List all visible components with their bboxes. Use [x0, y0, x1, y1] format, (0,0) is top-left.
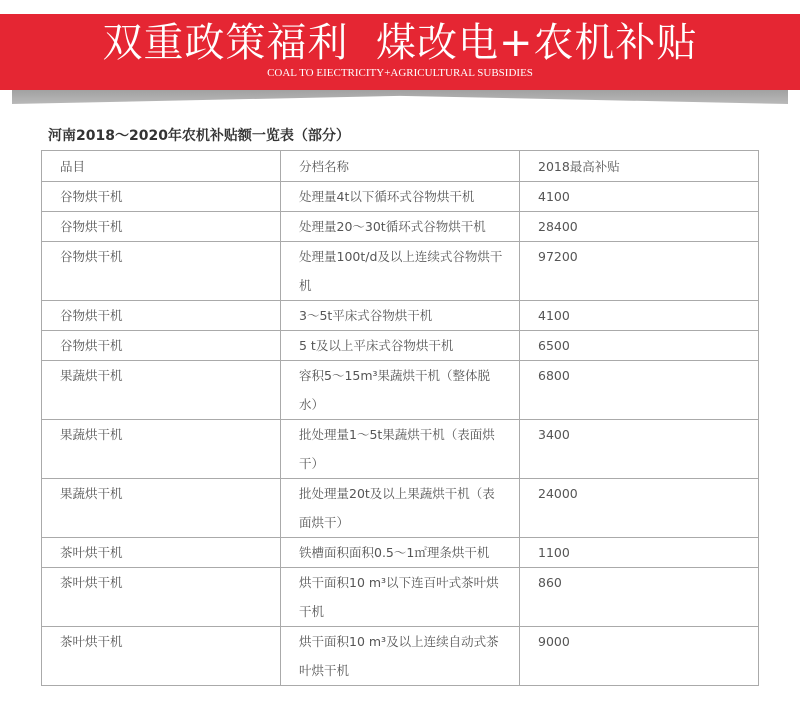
promo-banner — [0, 14, 800, 90]
table-row — [42, 242, 759, 301]
cell-tier-name: 烘干面积10 m³及以上连续自动式茶叶烘干机 — [281, 627, 520, 686]
cell-tier-name: 铁槽面积面积0.5～1㎡理条烘干机 — [281, 538, 520, 568]
cell-category: 谷物烘干机 — [42, 242, 281, 301]
subsidy-table — [41, 150, 759, 686]
cell-tier-name: 3～5t平床式谷物烘干机 — [281, 301, 520, 331]
cell-category: 果蔬烘干机 — [42, 479, 281, 538]
table-row — [42, 627, 759, 686]
cell-max-subsidy: 1100 — [520, 538, 759, 568]
cell-max-subsidy: 4100 — [520, 182, 759, 212]
header-max-subsidy: 2018最高补贴 — [520, 151, 759, 182]
cell-tier-name: 处理量20～30t循环式谷物烘干机 — [281, 212, 520, 242]
cell-max-subsidy: 9000 — [520, 627, 759, 686]
cell-category: 谷物烘干机 — [42, 301, 281, 331]
cell-category: 谷物烘干机 — [42, 182, 281, 212]
cell-max-subsidy: 860 — [520, 568, 759, 627]
cell-tier-name: 5 t及以上平床式谷物烘干机 — [281, 331, 520, 361]
banner-title: 双重政策福利 煤改电+农机补贴 — [102, 20, 698, 66]
table-row — [42, 361, 759, 420]
cell-category: 果蔬烘干机 — [42, 361, 281, 420]
table-row — [42, 212, 759, 242]
cell-category: 茶叶烘干机 — [42, 538, 281, 568]
cell-max-subsidy: 4100 — [520, 301, 759, 331]
table-row — [42, 568, 759, 627]
cell-max-subsidy: 6800 — [520, 361, 759, 420]
cell-tier-name: 处理量100t/d及以上连续式谷物烘干机 — [281, 242, 520, 301]
cell-category: 果蔬烘干机 — [42, 420, 281, 479]
table-row — [42, 182, 759, 212]
header-category: 品目 — [42, 151, 281, 182]
cell-tier-name: 批处理量1～5t果蔬烘干机（表面烘干） — [281, 420, 520, 479]
cell-tier-name: 批处理量20t及以上果蔬烘干机（表面烘干） — [281, 479, 520, 538]
table-row — [42, 538, 759, 568]
cell-tier-name: 容积5～15m³果蔬烘干机（整体脱水） — [281, 361, 520, 420]
table-row — [42, 331, 759, 361]
cell-max-subsidy: 6500 — [520, 331, 759, 361]
banner-subtitle: COAL TO EIECTRICITY+AGRICULTURAL SUBSIDIES — [267, 67, 533, 79]
cell-category: 茶叶烘干机 — [42, 568, 281, 627]
cell-max-subsidy: 3400 — [520, 420, 759, 479]
cell-tier-name: 处理量4t以下循环式谷物烘干机 — [281, 182, 520, 212]
table-row — [42, 479, 759, 538]
header-tier-name: 分档名称 — [281, 151, 520, 182]
cell-category: 茶叶烘干机 — [42, 627, 281, 686]
table-row — [42, 301, 759, 331]
cell-max-subsidy: 24000 — [520, 479, 759, 538]
cell-max-subsidy: 28400 — [520, 212, 759, 242]
cell-category: 谷物烘干机 — [42, 212, 281, 242]
table-row — [42, 420, 759, 479]
cell-max-subsidy: 97200 — [520, 242, 759, 301]
cell-category: 谷物烘干机 — [42, 331, 281, 361]
table-header-row — [42, 151, 759, 182]
document-title: 河南2018～2020年农机补贴额一览表（部分） — [48, 128, 350, 144]
cell-tier-name: 烘干面积10 m³以下连百叶式茶叶烘干机 — [281, 568, 520, 627]
